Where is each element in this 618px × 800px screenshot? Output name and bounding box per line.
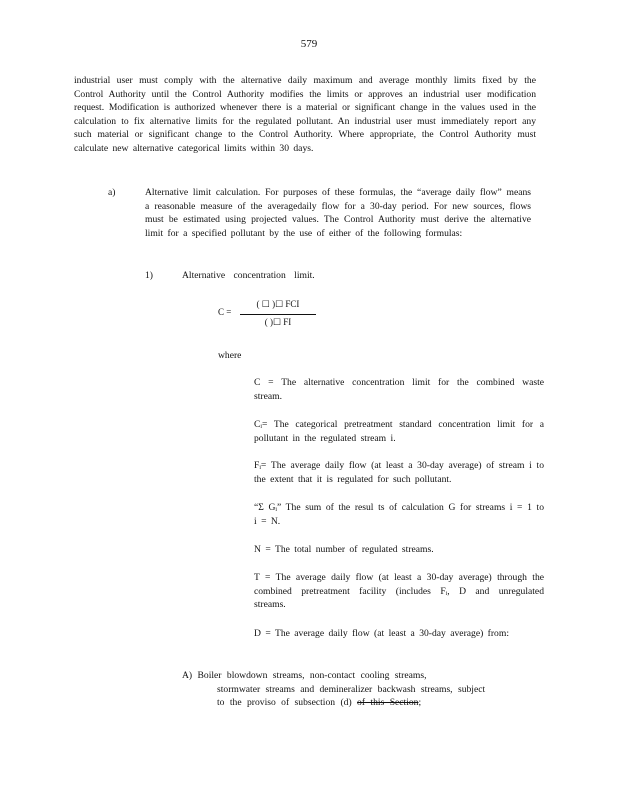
definition-sum: “Σ Gᵢ” The sum of the resul ts of calculation G for streams i = 1 to i = N. [254, 502, 544, 527]
concentration-formula [218, 299, 328, 333]
definition-t: T = The average daily flow (at least a 30-day average) through the combined pretreatment facility (includes Fᵢ, D and unregulated streams. [254, 572, 544, 611]
subitem-a-line2: stormwater streams and demineralizer backwash streams, subject [217, 683, 486, 695]
subitem-a-line3-prefix: to the proviso of subsection (d) [217, 697, 358, 709]
definition-c: C = The alternative concentration limit for the combined waste stream. [254, 377, 544, 402]
where-label: where [218, 350, 242, 361]
definition-d: D = The average daily flow (at least a 30-day average) from: [254, 628, 509, 639]
definition-fi: Fᵢ= The average daily flow (at least a 30-day average) of stream i to the extent that it is regulated for such pollutant. [254, 460, 544, 485]
item-1-heading: Alternative concentration limit. [182, 270, 315, 281]
page-number: 579 [300, 38, 318, 50]
definition-ci: Cᵢ= The categorical pretreatment standard concentration limit for a pollutant in the regulated stream i. [254, 419, 544, 444]
item-a-label: a) [108, 187, 116, 198]
formula-numerator: ( ☐ )☐ FCΙ [256, 299, 300, 309]
subitem-a [182, 669, 532, 710]
struck-text: of this Section [357, 697, 419, 709]
item-1-label: 1) [145, 270, 153, 281]
definition-n: N = The total number of regulated streams. [254, 544, 434, 555]
formula-denominator: ( )☐ FΙ [264, 317, 292, 327]
subitem-a-line3 [182, 696, 532, 710]
fraction-bar [240, 314, 316, 315]
formula-lhs: C = [218, 307, 232, 317]
subitem-a-line3-suffix: ; [418, 697, 422, 709]
intro-paragraph: industrial user must comply with the alternative daily maximum and average monthly limits fixed by the Control Authority until the Control Authority modifies the limits or approves an industrial user modification request. Modification is authorized whenever there is a material or significant change in the values used in the calculation to fix alternative limits for the regulated pollutant. An industrial user must immediately report any such material or significant change to the Control Authority. Where appropriate, the Control Authority must calculate new alternative categorical limits within 30 days. [74, 75, 536, 154]
subitem-a-line1: A) Boiler blowdown streams, non-contact cooling streams, [182, 670, 427, 681]
item-a-text: Alternative limit calculation. For purposes of these formulas, the “average daily flow” means a reasonable measure of the averagedaily flow for a 30-day period. For new sources, flows must be estimated using projected values. The Control Authority must derive the alternative limit for a specified pollutant by the use of either of the following formulas: [145, 187, 531, 239]
